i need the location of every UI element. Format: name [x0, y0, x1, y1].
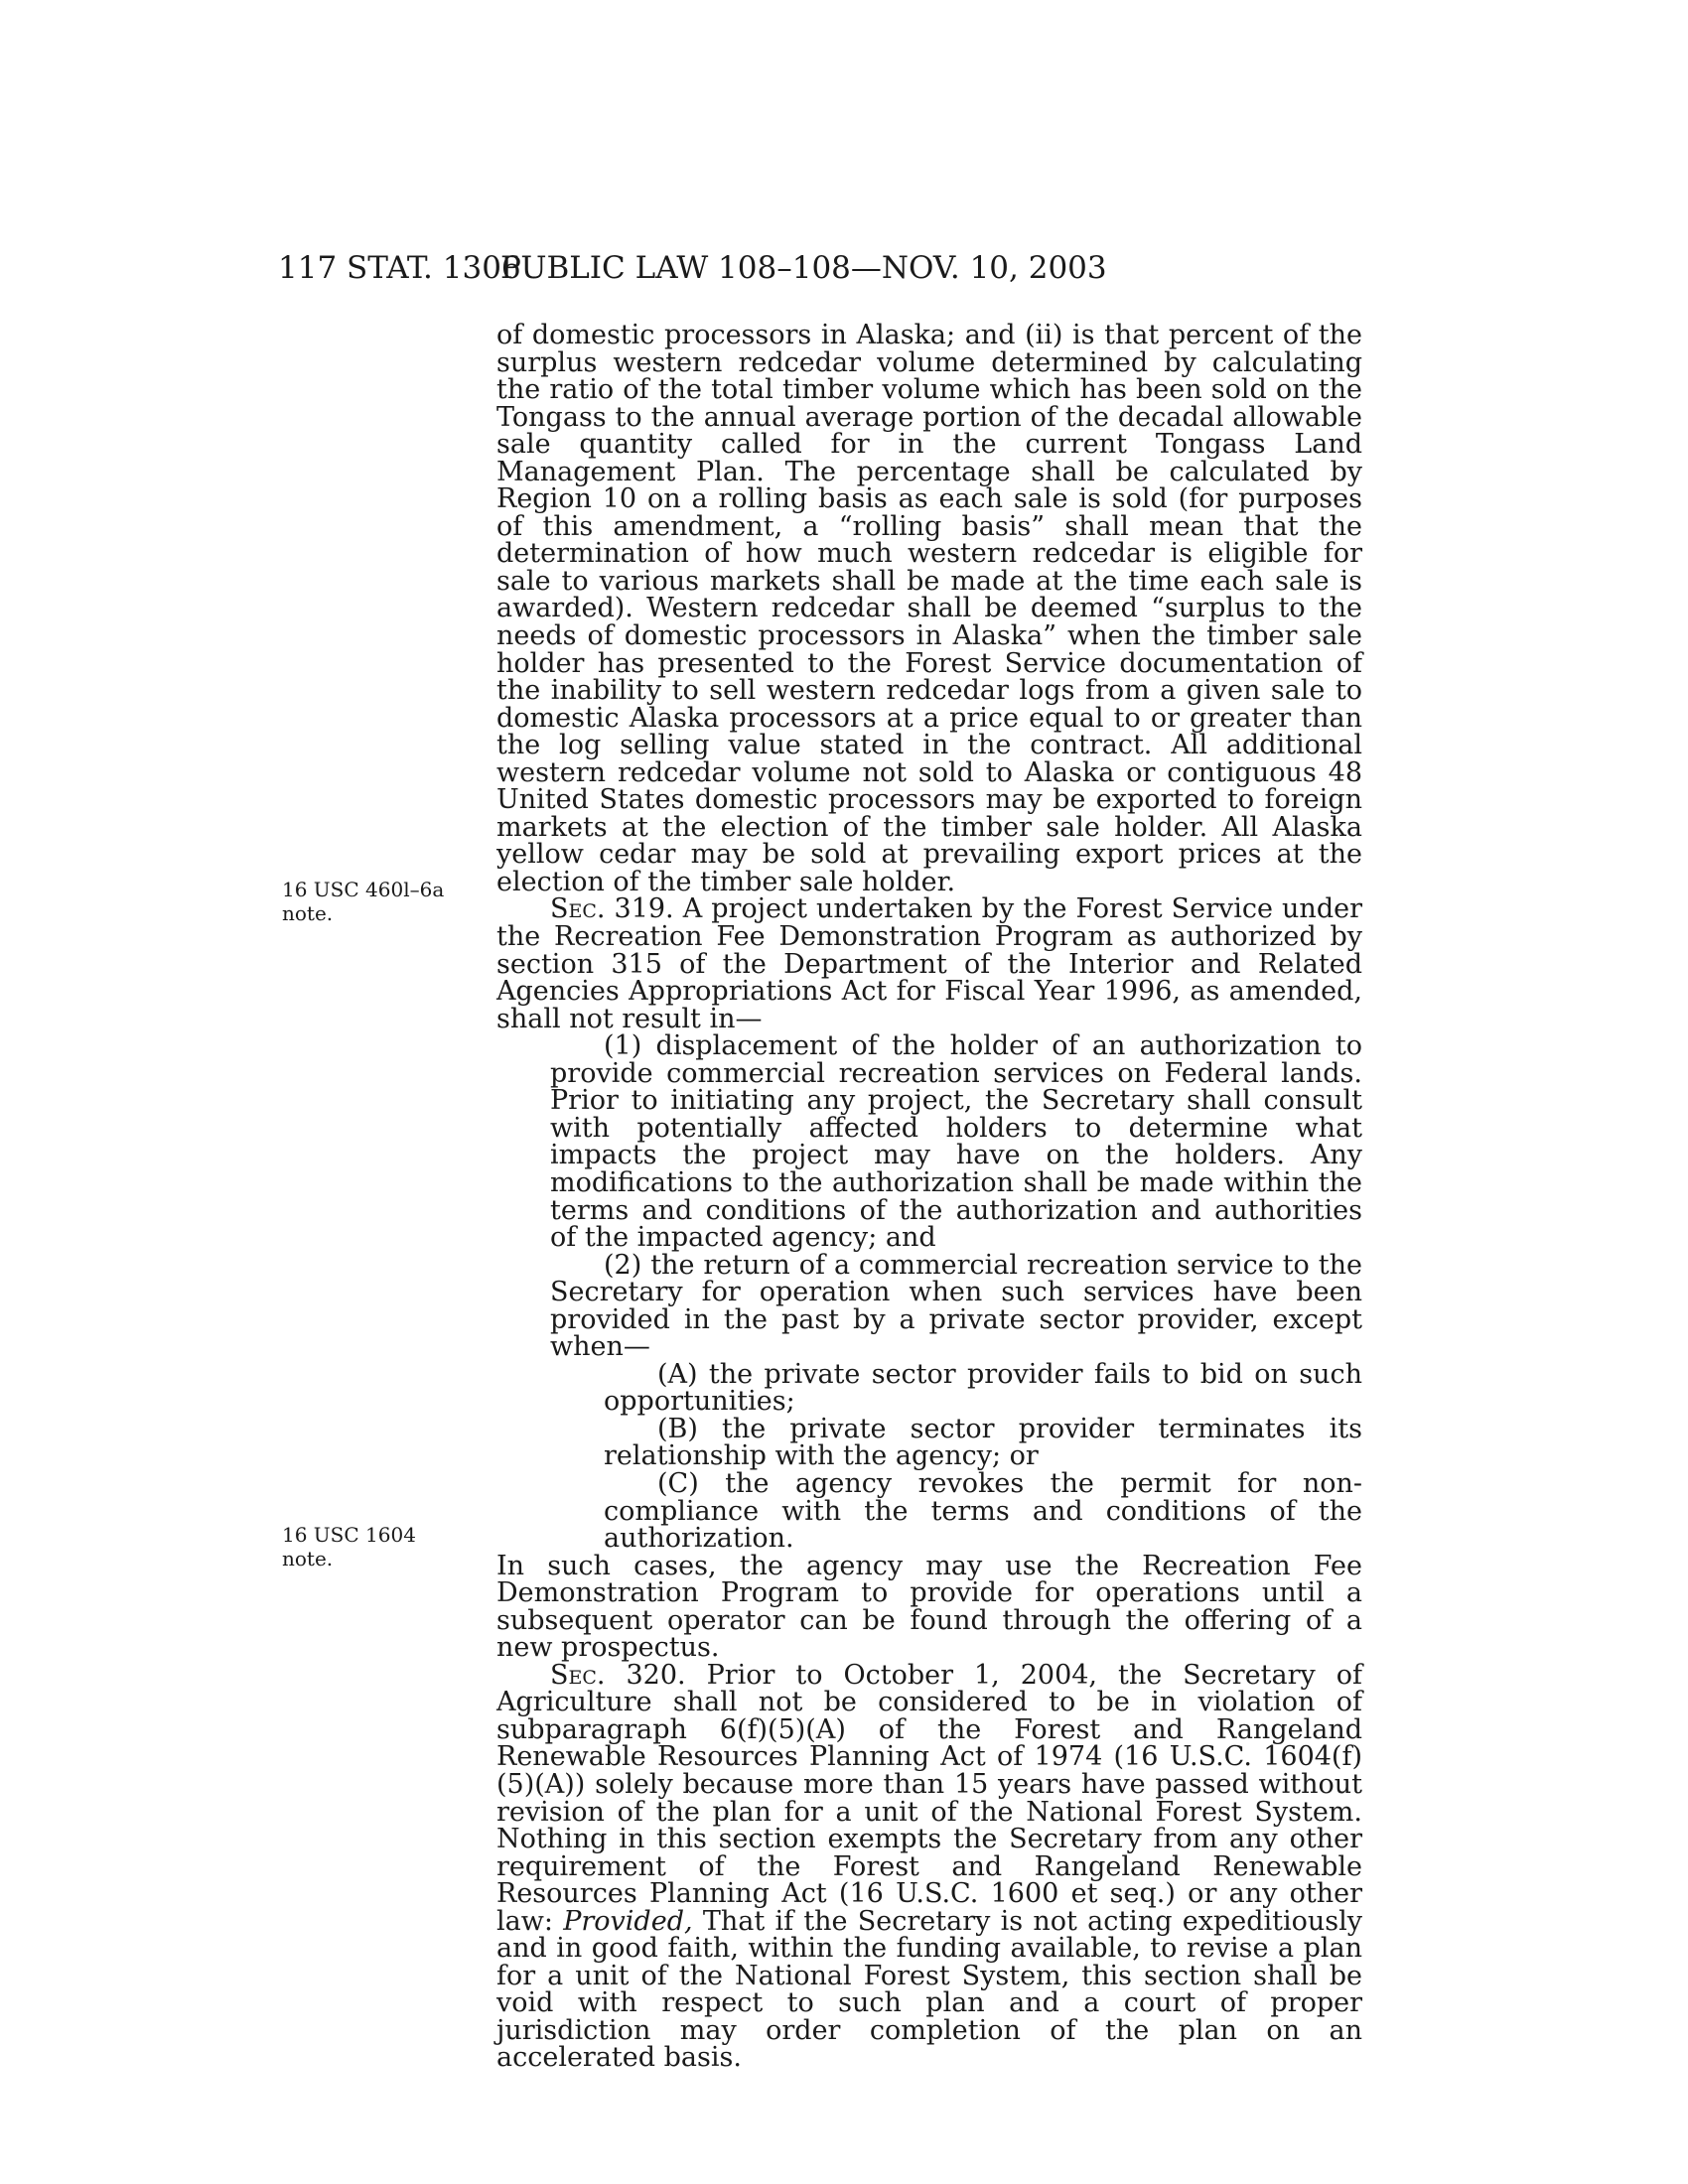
margin-note-sec-319 [282, 878, 481, 925]
margin-note-label: note. [282, 901, 334, 925]
sec-319-item-2: (2) the return of a commercial recreation service to the Secretary for operation when such services have been provided in the past by a private sector provider, except when— [550, 1249, 1362, 1363]
running-head [278, 248, 1370, 288]
section-label: Sec. 320. [550, 1659, 686, 1691]
sec-319-item-1: (1) displacement of the holder of an authorization to provide commercial recreation services on Federal lands. Prior to initiating any project, the Secretary shall consult with potentially affected holders to determine what impacts the project may have on the holders. Any modifications to the authorization shall be made within the terms and conditions of the authorization and authorities of the impacted agency; and [550, 1030, 1362, 1254]
sec-319-closing: In such cases, the agency may use the Recreation Fee Demonstration Program to provide for operations until a subsequent operator can be found through the offering of a new prospectus. [496, 1550, 1362, 1664]
sec-319-item-a: (A) the private sector provider fails to bid on such opportunities; [604, 1358, 1362, 1418]
section-text: A project undertaken by the Forest Service under the Recreation Fee Demonstration Program as authorized by section 315 of the Department of the Interior and Related Agencies Appropriations Act for Fiscal Year 1996, as amended, shall not result in— [496, 893, 1362, 1034]
margin-note-label: note. [282, 1547, 334, 1570]
section-320-paragraph [496, 1659, 1363, 2074]
section-text-continued: That if the Secretary is not acting expeditiously and in good faith, within the funding available, to revise a plan for a unit of the National Forest System, this section shall be void with respect to such plan and a court of proper jurisdiction may order completion of the plan on an accelerated basis. [496, 1905, 1363, 2074]
margin-note-citation: 16 USC 460l–6a [282, 878, 445, 901]
body-text [496, 322, 1362, 2072]
section-label: Sec. 319. [550, 893, 674, 925]
continuation-paragraph: of domestic processors in Alaska; and (ii) is that percent of the surplus western redcedar volume determined by calculating the ratio of the total timber volume which has been sold on the Tongass to the annual average portion of the decadal allowable sale quantity called for in the current Tongass Land Management Plan. The percentage shall be calculated by Region 10 on a rolling basis as each sale is sold (for purposes of this amendment, a “rolling basis” shall mean that the determination of how much western redcedar is eligible for sale to various markets shall be made at the time each sale is awarded). Western redcedar shall be deemed “surplus to the needs of domestic processors in Alaska” when the timber sale holder has presented to the Forest Service documentation of the inability to sell western redcedar logs from a given sale to domestic Alaska processors at a price equal to or greater than the log selling value stated in the contract. All additional western redcedar volume not sold to Alaska or contiguous 48 United States domestic processors may be exported to foreign markets at the election of the timber sale holder. All Alaska yellow cedar may be sold at prevailing export prices at the election of the timber sale holder. [496, 320, 1362, 897]
sec-319-item-c: (C) the agency revokes the permit for non-compliance with the terms and conditions of the authorization. [604, 1467, 1362, 1555]
sec-319-item-b: (B) the private sector provider terminates its relationship with the agency; or [604, 1413, 1362, 1472]
statute-citation: 117 STAT. 1306 [278, 250, 521, 286]
proviso-term: Provided, [563, 1905, 693, 1937]
margin-note-citation: 16 USC 1604 [282, 1523, 416, 1547]
section-text: Prior to October 1, 2004, the Secretary of Agriculture shall not be considered to be in violation of subparagraph 6(f)(5)(A) of the Forest and Rangeland Renewable Resources Planning Act of 1974 (16 U.S.C. 1604(f)(5)(A)) solely because more than 15 years have passed without revision of the plan for a unit of the National Forest System. Nothing in this section exempts the Secretary from any other requirement of the Forest and Rangeland Renewable Resources Planning Act (16 U.S.C. 1600 et seq.) or any other law: [496, 1659, 1362, 1937]
section-319-paragraph [496, 895, 1362, 1032]
public-law-heading: PUBLIC LAW 108–108—NOV. 10, 2003 [500, 250, 1107, 286]
margin-note-sec-320 [282, 1523, 481, 1570]
